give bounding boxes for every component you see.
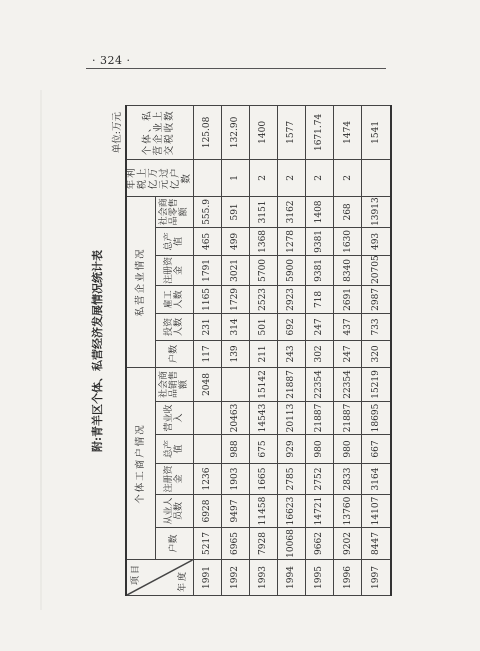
- table-row: [334, 105, 362, 595]
- col-header: 户数: [155, 528, 193, 560]
- table-cell: 5900: [277, 255, 305, 285]
- year-cell: 1991: [193, 560, 221, 596]
- unit-note: 单位:万元: [112, 112, 123, 154]
- table-cell: 13760: [334, 495, 362, 528]
- table-cell: 3021: [221, 255, 249, 285]
- table-cell: 15219: [362, 367, 391, 401]
- table-cell: 1368: [249, 227, 277, 255]
- table-cell: 247: [334, 340, 362, 367]
- table-cell: 2: [334, 159, 362, 196]
- table-cell: 18695: [362, 402, 391, 435]
- table-cell: 8340: [334, 255, 362, 285]
- table-cell: 555.9: [193, 196, 221, 227]
- table-cell: 9662: [306, 528, 334, 560]
- col-header: 总产值: [155, 227, 193, 255]
- table-cell: 16623: [277, 495, 305, 528]
- group-header-private: 私营企业情况: [126, 196, 155, 367]
- year-cell: 1995: [306, 560, 334, 596]
- table-cell: [193, 435, 221, 464]
- table-cell: 14543: [249, 402, 277, 435]
- table-cell: 1236: [193, 464, 221, 495]
- table-cell: 501: [249, 313, 277, 340]
- table-cell: 1630: [334, 227, 362, 255]
- year-cell: 1994: [277, 560, 305, 596]
- col-header: 从业人员数: [155, 495, 193, 528]
- col-header: 注册资金: [155, 255, 193, 285]
- year-cell: 1996: [334, 560, 362, 596]
- table-cell: 9202: [334, 528, 362, 560]
- table-cell: [221, 367, 249, 401]
- table-cell: 9497: [221, 495, 249, 528]
- header-rule: [86, 68, 386, 69]
- col-header: 投资人数: [155, 313, 193, 340]
- col-header: 注册资金: [155, 464, 193, 495]
- table-cell: 692: [277, 313, 305, 340]
- table-cell: 9381: [306, 227, 334, 255]
- year-cell: 1992: [221, 560, 249, 596]
- table-row: [193, 105, 221, 595]
- table-cell: 5700: [249, 255, 277, 285]
- table-cell: 2: [249, 159, 277, 196]
- table-cell: 1577: [277, 105, 305, 159]
- table-row: [277, 105, 305, 595]
- statistics-table: [125, 105, 392, 596]
- rotated-table-block: [89, 106, 391, 596]
- table-cell: 21887: [277, 367, 305, 401]
- table-cell: 3162: [277, 196, 305, 227]
- table-row: [306, 105, 334, 595]
- table-cell: 13913: [362, 196, 391, 227]
- table-cell: 231: [193, 313, 221, 340]
- col-header: 年利税上亿万元过亿户数: [126, 159, 193, 196]
- table-cell: 1903: [221, 464, 249, 495]
- table-cell: 14721: [306, 495, 334, 528]
- table-cell: 8447: [362, 528, 391, 560]
- table-cell: 2987: [362, 285, 391, 313]
- table-cell: 1400: [249, 105, 277, 159]
- table-cell: 667: [362, 435, 391, 464]
- col-header: 户数: [155, 340, 193, 367]
- col-header: 社会商品销售额: [155, 367, 193, 401]
- table-cell: 3164: [362, 464, 391, 495]
- table-row: [362, 105, 391, 595]
- table-body: [193, 105, 391, 595]
- table-cell: [193, 402, 221, 435]
- table-cell: [362, 159, 391, 196]
- year-cell: 1997: [362, 560, 391, 596]
- table-cell: 139: [221, 340, 249, 367]
- col-header: 营业收入: [155, 402, 193, 435]
- table-cell: 211: [249, 340, 277, 367]
- scan-margin-shadow: [40, 90, 42, 610]
- table-cell: 247: [306, 313, 334, 340]
- table-row: [249, 105, 277, 595]
- table-cell: 718: [306, 285, 334, 313]
- table-cell: 6928: [193, 495, 221, 528]
- table-cell: 2523: [249, 285, 277, 313]
- corner-label-year: 年度: [178, 569, 189, 592]
- table-cell: 22354: [306, 367, 334, 401]
- table-cell: 320: [362, 340, 391, 367]
- table-cell: 2752: [306, 464, 334, 495]
- table-cell: 465: [193, 227, 221, 255]
- table-cell: 1408: [306, 196, 334, 227]
- table-cell: 2833: [334, 464, 362, 495]
- table-cell: 675: [249, 435, 277, 464]
- table-cell: 1671.74: [306, 105, 334, 159]
- table-cell: 125.08: [193, 105, 221, 159]
- table-cell: 1165: [193, 285, 221, 313]
- table-cell: 314: [221, 313, 249, 340]
- col-header: 雇工人数: [155, 285, 193, 313]
- page-number: · 324 ·: [92, 54, 131, 67]
- table-cell: 21887: [334, 402, 362, 435]
- table-cell: 268: [334, 196, 362, 227]
- col-header: 总产值: [155, 435, 193, 464]
- table-cell: 5217: [193, 528, 221, 560]
- table-cell: 6965: [221, 528, 249, 560]
- table-cell: 437: [334, 313, 362, 340]
- table-cell: 2048: [193, 367, 221, 401]
- table-cell: 3151: [249, 196, 277, 227]
- group-header-individual: 个体工商户情况: [126, 367, 155, 559]
- table-cell: 14107: [362, 495, 391, 528]
- table-cell: 11458: [249, 495, 277, 528]
- col-header: 个体、私营企业上交税收数: [126, 105, 193, 159]
- table-cell: 2691: [334, 285, 362, 313]
- table-cell: 302: [306, 340, 334, 367]
- table-cell: 499: [221, 227, 249, 255]
- table-cell: 20705: [362, 255, 391, 285]
- table-cell: 980: [306, 435, 334, 464]
- table-cell: 1541: [362, 105, 391, 159]
- table-cell: 1729: [221, 285, 249, 313]
- table-cell: 2923: [277, 285, 305, 313]
- table-cell: 733: [362, 313, 391, 340]
- year-cell: 1993: [249, 560, 277, 596]
- table-cell: 20113: [277, 402, 305, 435]
- col-header: 社会商品零售额: [155, 196, 193, 227]
- table-cell: 1474: [334, 105, 362, 159]
- table-cell: 591: [221, 196, 249, 227]
- table-cell: 9381: [306, 255, 334, 285]
- table-cell: 15142: [249, 367, 277, 401]
- table-cell: 929: [277, 435, 305, 464]
- table-cell: 21887: [306, 402, 334, 435]
- table-cell: 2: [306, 159, 334, 196]
- table-cell: 7928: [249, 528, 277, 560]
- table-cell: [193, 159, 221, 196]
- table-cell: 10068: [277, 528, 305, 560]
- table-cell: 988: [221, 435, 249, 464]
- table-cell: 980: [334, 435, 362, 464]
- table-cell: 493: [362, 227, 391, 255]
- table-cell: 132.90: [221, 105, 249, 159]
- header-group-row: [126, 105, 155, 595]
- table-cell: 22354: [334, 367, 362, 401]
- table-cell: 117: [193, 340, 221, 367]
- table-cell: 2: [277, 159, 305, 196]
- table-cell: 2785: [277, 464, 305, 495]
- table-row: [221, 105, 249, 595]
- table-cell: 20463: [221, 402, 249, 435]
- table-cell: 1791: [193, 255, 221, 285]
- corner-header-cell: [126, 560, 193, 596]
- corner-label-item: 项目: [131, 563, 141, 586]
- table-cell: 243: [277, 340, 305, 367]
- table-cell: 1: [221, 159, 249, 196]
- table-cell: 1278: [277, 227, 305, 255]
- table-title: 附:青羊区个体、私营经济发展情况统计表: [91, 249, 104, 453]
- table-cell: 1665: [249, 464, 277, 495]
